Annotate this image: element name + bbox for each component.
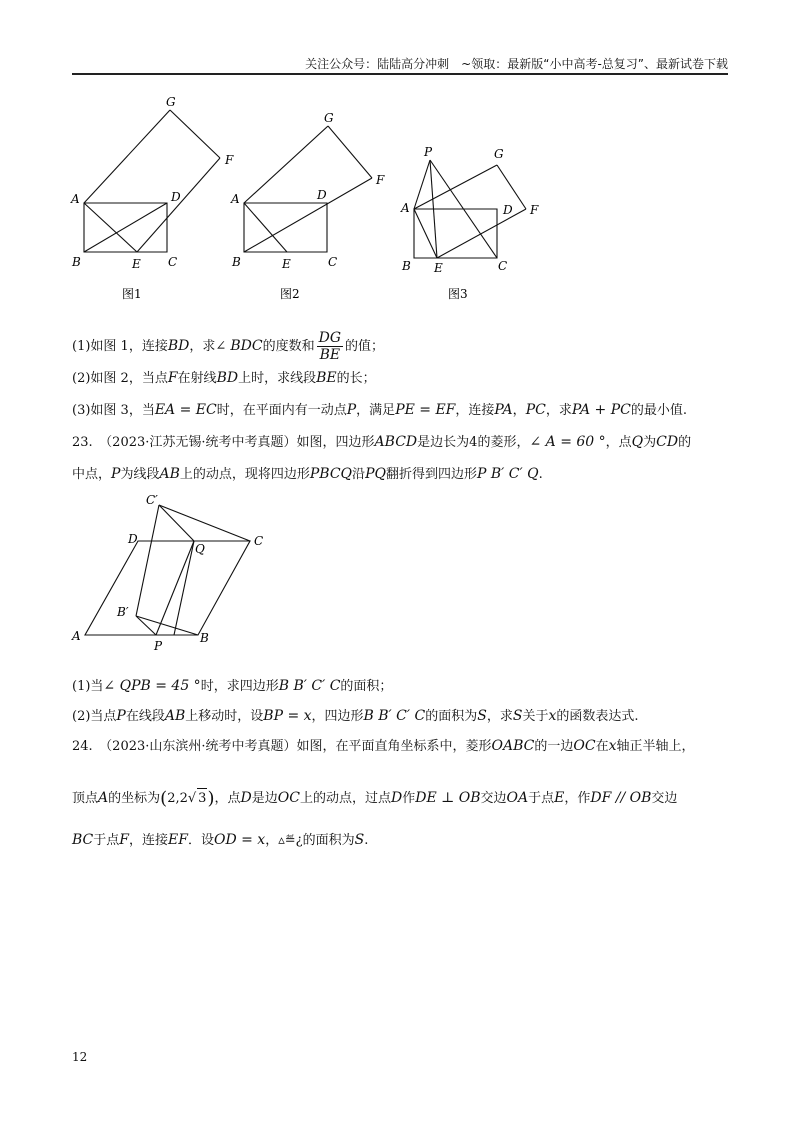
fig1-label-c: C <box>168 255 178 269</box>
fig4-label-p: P <box>154 639 163 653</box>
q22-part3: (3)如图 3，当EA = EC时，在平面内有一动点P，满足PE = EF，连接PA，PC，求PA + PC的最小值. <box>72 402 687 418</box>
fig2-label-g: G <box>324 111 334 125</box>
fig3-label-a: A <box>401 201 410 215</box>
fig1-label-a: A <box>71 192 80 206</box>
fig4-label-b: B <box>200 631 209 645</box>
coord-a: 2,2 <box>167 791 188 806</box>
q22-part1: (1)如图 1，连接BD，求∠ BDC的度数和 $\frac{DG}{BE}$ 的值； <box>72 330 385 363</box>
fig2-label-e: E <box>282 257 291 271</box>
fig1-label-e: E <box>132 257 141 271</box>
fig2-label-c: C <box>328 255 338 269</box>
fig3-label-c: C <box>498 259 508 273</box>
fraction-dg-be: $\frac{DG}{BE}$ <box>318 330 342 363</box>
fig2-label-d: D <box>317 188 327 202</box>
fig4-label-c-prime: C′ <box>146 493 158 507</box>
q24-line2: 顶点A的坐标为(2,2√ 3)，点D是边OC上的动点，过点D作DE ⊥ OB交边OA于点E，作DF // OB交边 <box>72 788 678 809</box>
fig1-label-f: F <box>225 153 234 167</box>
sqrt-sign: √ <box>187 791 197 806</box>
fig3-label-g: G <box>494 147 504 161</box>
fig1-label-d: D <box>171 190 181 204</box>
fig3-label-b: B <box>402 259 411 273</box>
header-rule <box>72 73 728 75</box>
q23-line2: 中点，P为线段AB上的动点，现将四边形PBCQ沿PQ翻折得到四边形P B′ C′ Q. <box>72 466 543 482</box>
fig4-label-d: D <box>128 532 138 546</box>
figure-3 <box>390 130 570 310</box>
fig1-label-g: G <box>166 95 176 109</box>
fig3-label-f: F <box>530 203 539 217</box>
figure-4 <box>60 490 280 660</box>
fig3-caption: 图3 <box>448 287 468 301</box>
garbled-symbol: ▵≝¿ <box>278 833 303 848</box>
fig4-label-b-prime: B′ <box>117 605 129 619</box>
q23-part2: (2)当点P在线段AB上移动时，设BP = x，四边形B B′ C′ C的面积为S，求S关于x的函数表达式. <box>72 708 639 724</box>
fig3-label-p: P <box>424 145 433 159</box>
fig3-label-e: E <box>434 261 443 275</box>
q23-line1: 23. （2023·江苏无锡·统考中考真题）如图，四边形ABCD是边长为4的菱形，∠ A = 60 °，点Q为CD的 <box>72 434 692 450</box>
fig1-caption: 图1 <box>122 287 142 301</box>
fig2-caption: 图2 <box>280 287 300 301</box>
sqrt-arg: 3 <box>197 788 207 809</box>
page-header: 关注公众号：陆陆高分冲刺 ~领取：最新版“小中高考-总复习”、最新试卷下载 <box>305 57 728 71</box>
fig3-label-d: D <box>503 203 513 217</box>
q24-line3: BC于点F，连接EF．设OD = x，▵≝¿的面积为S. <box>72 832 369 848</box>
page-number: 12 <box>72 1050 88 1064</box>
fig1-label-b: B <box>72 255 81 269</box>
fig2-label-f: F <box>376 173 385 187</box>
fig2-label-a: A <box>231 192 240 206</box>
fig4-label-a: A <box>72 629 81 643</box>
fig4-label-c: C <box>254 534 264 548</box>
q23-part1: (1)当∠ QPB = 45 °时，求四边形B B′ C′ C的面积； <box>72 678 393 694</box>
fig4-label-q: Q <box>195 542 205 556</box>
fig2-label-b: B <box>232 255 241 269</box>
q24-line1: 24. （2023·山东滨州·统考中考真题）如图，在平面直角坐标系中，菱形OABC的一边OC在x轴正半轴上， <box>72 738 695 754</box>
q22-part2: (2)如图 2，当点F在射线BD上时，求线段BE的长； <box>72 370 376 386</box>
